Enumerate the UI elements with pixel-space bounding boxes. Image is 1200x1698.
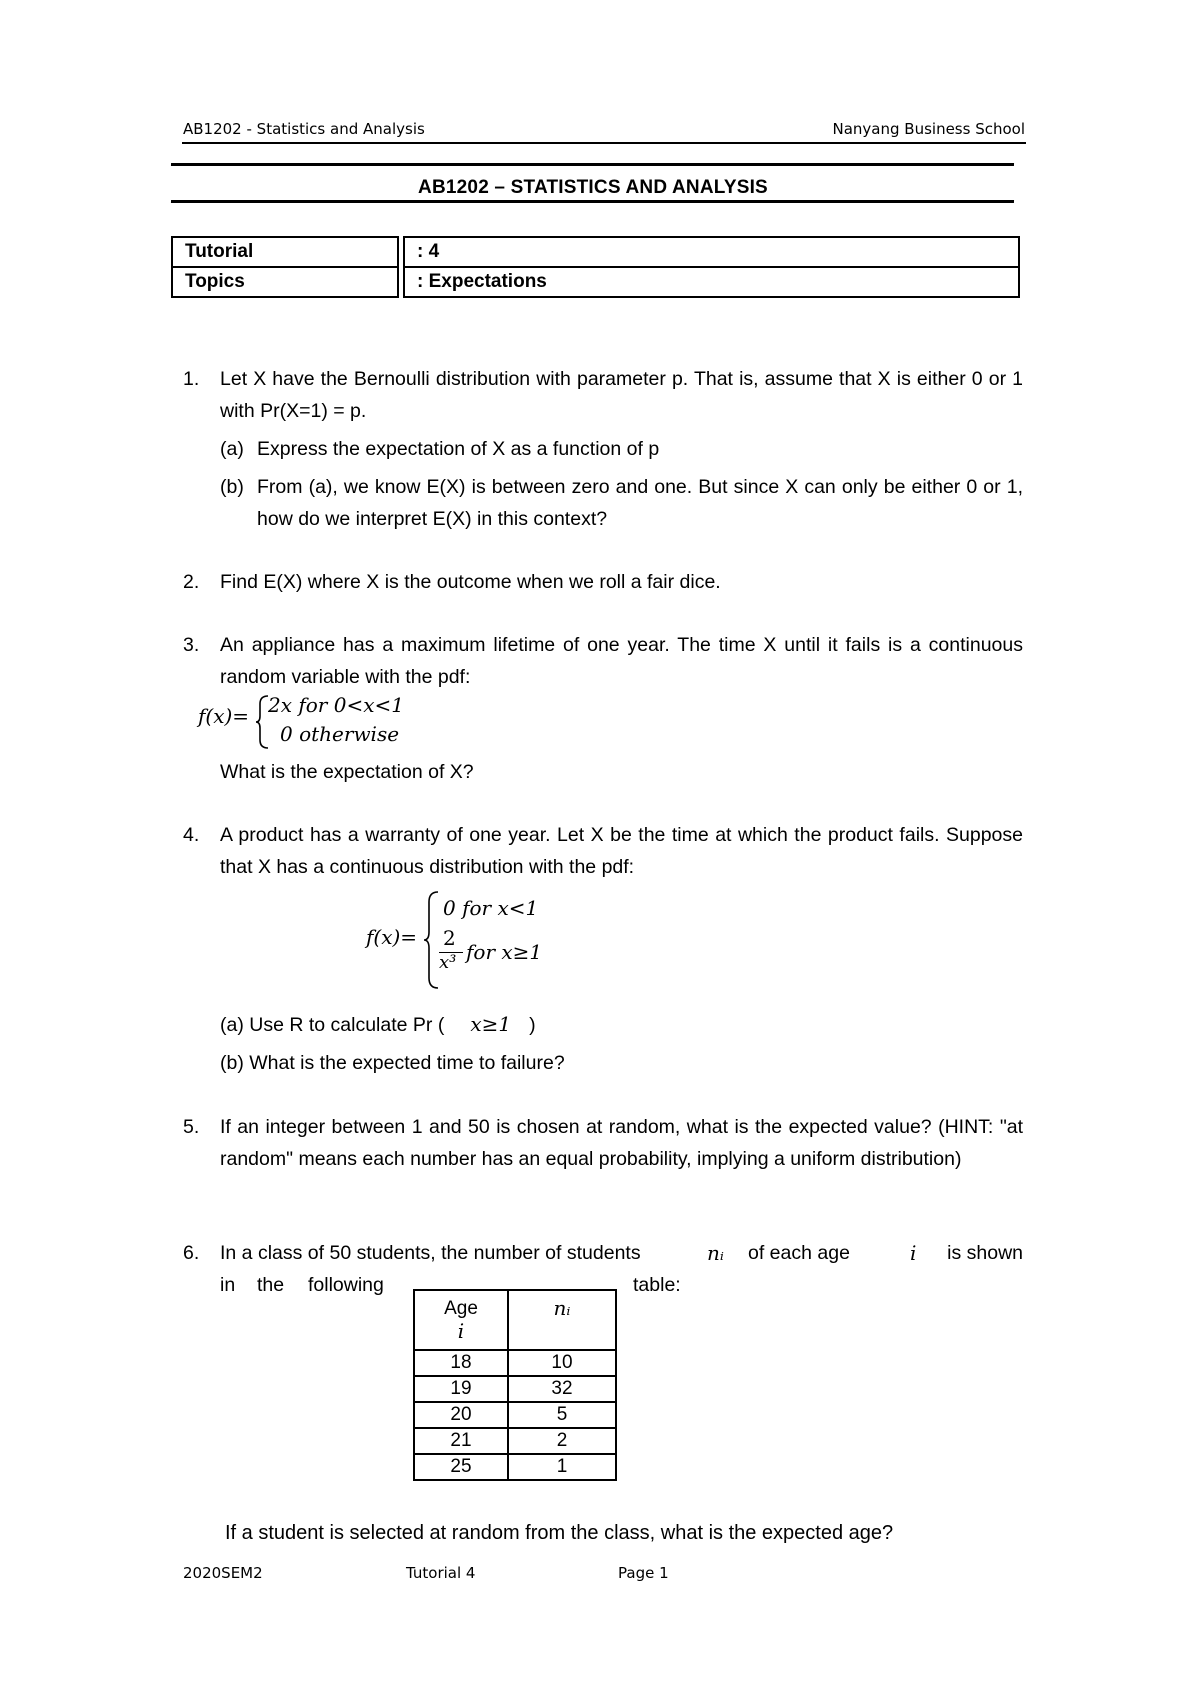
count-column-header: nᵢ <box>508 1290 616 1350</box>
question-3-text: An appliance has a maximum lifetime of one year. The time X until it fails is a continuous random variable with the pdf: <box>220 634 1023 688</box>
header-course: AB1202 - Statistics and Analysis <box>183 120 425 138</box>
question-4-text: A product has a warranty of one year. Let X be the time at which the product fails. Suppose that X has a continuous distribution with the pdf: <box>220 824 1023 878</box>
question-6-line2-c: following <box>308 1274 384 1296</box>
topics-value: : Expectations <box>404 267 1019 297</box>
table-cell-age: 25 <box>414 1454 508 1480</box>
question-1a-label: (a) <box>220 438 244 460</box>
topics-label: Topics <box>172 267 398 297</box>
age-distribution-table <box>413 1289 617 1481</box>
table-cell-count: 5 <box>508 1402 616 1428</box>
question-2-number: 2. <box>183 571 200 593</box>
question-1-number: 1. <box>183 368 200 390</box>
table-cell-age: 18 <box>414 1350 508 1376</box>
question-6-i-symbol: i <box>910 1241 917 1265</box>
question-4-pdf-lhs: f(x)= <box>366 925 418 949</box>
question-3-question: What is the expectation of X? <box>220 761 474 783</box>
question-6-text-b: of each age <box>748 1242 850 1264</box>
table-cell-count: 32 <box>508 1376 616 1402</box>
question-4-number: 4. <box>183 824 200 846</box>
question-4b: (b) What is the expected time to failure? <box>220 1052 565 1074</box>
question-6-text-a: In a class of 50 students, the number of students <box>220 1242 641 1264</box>
question-4a-close: ) <box>529 1014 536 1036</box>
question-6-line2-b: the <box>257 1274 285 1296</box>
question-6-line2-d: table: <box>633 1274 681 1296</box>
table-row <box>414 1454 616 1480</box>
question-1-text: Let X have the Bernoulli distribution with parameter p. That is, assume that X is either 0 or 1 with Pr(X=1) = p. <box>220 368 1023 422</box>
question-1b-text: From (a), we know E(X) is between zero and one. But since X can only be either 0 or 1, how do we interpret E(X) in this context? <box>257 476 1023 530</box>
table-cell-count: 2 <box>508 1428 616 1454</box>
question-5-text: If an integer between 1 and 50 is chosen at random, what is the expected value? (HINT: "at random" means each number has an equal probability, implying a uniform distribution) <box>220 1116 1023 1170</box>
table-cell-age: 20 <box>414 1402 508 1428</box>
header-rule <box>182 142 1026 144</box>
question-4a <box>220 1008 1023 1041</box>
question-4-fraction-numerator: 2 <box>443 926 456 950</box>
tutorial-value: : 4 <box>404 237 1019 267</box>
table-cell-age: 21 <box>414 1428 508 1454</box>
footer-semester: 2020SEM2 <box>183 1564 263 1582</box>
title-rule-bottom <box>171 200 1014 203</box>
question-1b-label: (b) <box>220 476 244 498</box>
table-row <box>414 1428 616 1454</box>
question-5 <box>183 1111 1023 1175</box>
question-4a-text: (a) Use R to calculate Pr ( <box>220 1014 445 1036</box>
question-1 <box>183 363 1023 535</box>
question-4-fraction-denominator: x³ <box>439 952 457 973</box>
age-column-symbol: i <box>457 1319 465 1343</box>
question-3-pdf-case-2: 0 otherwise <box>280 722 400 746</box>
question-4-pdf-case-2-condition: for x≥1 <box>466 940 543 964</box>
table-cell-count: 1 <box>508 1454 616 1480</box>
document-title: AB1202 – STATISTICS AND ANALYSIS <box>418 177 768 198</box>
question-6-text-c: is shown <box>947 1242 1023 1264</box>
age-column-header: Age i <box>414 1290 508 1350</box>
question-6-n-symbol: nᵢ <box>707 1241 724 1265</box>
question-6-line2-a: in <box>220 1274 236 1296</box>
question-6-question: If a student is selected at random from the class, what is the expected age? <box>225 1522 894 1544</box>
tutorial-info-table <box>171 236 1020 298</box>
table-row <box>414 1350 616 1376</box>
question-4a-math: x≥1 <box>470 1012 512 1036</box>
question-3-pdf-case-1: 2x for 0<x<1 <box>268 693 404 717</box>
footer-page-number: Page 1 <box>618 1564 669 1582</box>
question-1a-text: Express the expectation of X as a function of p <box>257 438 660 460</box>
question-4 <box>183 819 1023 883</box>
header-school: Nanyang Business School <box>832 120 1025 138</box>
question-4-pdf-case-1: 0 for x<1 <box>443 896 539 920</box>
question-4-brace-icon <box>424 890 440 990</box>
table-row <box>414 1402 616 1428</box>
table-row <box>414 1376 616 1402</box>
table-cell-age: 19 <box>414 1376 508 1402</box>
question-2 <box>183 566 1023 598</box>
table-cell-count: 10 <box>508 1350 616 1376</box>
footer-tutorial: Tutorial 4 <box>406 1564 476 1582</box>
question-3-number: 3. <box>183 634 200 656</box>
question-1b <box>220 471 1023 535</box>
question-5-number: 5. <box>183 1116 200 1138</box>
question-2-text: Find E(X) where X is the outcome when we roll a fair dice. <box>220 571 721 593</box>
question-3-pdf-lhs: f(x)= <box>198 704 250 728</box>
tutorial-label: Tutorial <box>172 237 398 267</box>
question-6-number: 6. <box>183 1242 200 1264</box>
question-3 <box>183 629 1023 693</box>
title-rule-top <box>171 163 1014 166</box>
question-1a <box>220 433 1023 465</box>
